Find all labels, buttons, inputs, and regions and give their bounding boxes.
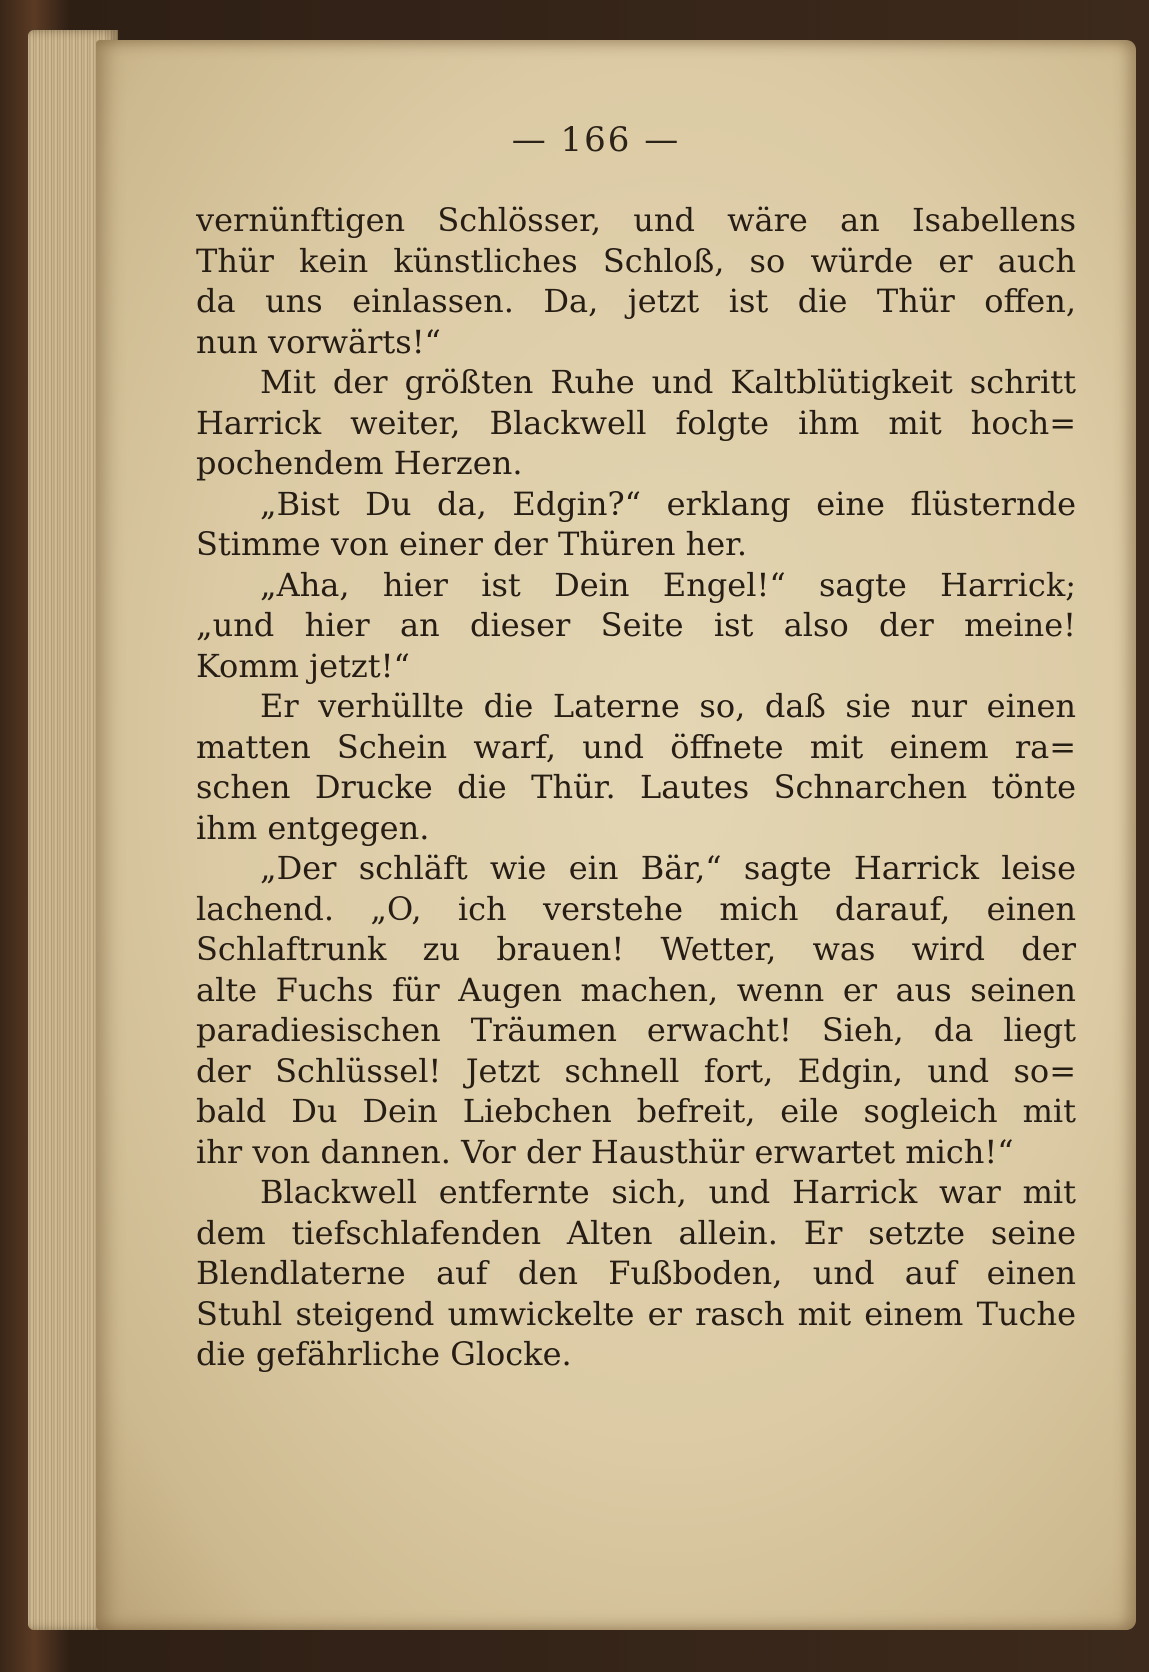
text-line: nun vorwärts!“ (196, 322, 441, 361)
text-line: die gefährliche Glocke. (196, 1335, 572, 1373)
page-number-header: — 166 — (511, 120, 681, 160)
text-line: matten Schein warf, und öffnete mit einem ra= (196, 727, 1076, 766)
text-line: schen Drucke die Thür. Lautes Schnarchen tönte (196, 768, 1076, 806)
text-line: „Aha, hier ist Dein Engel!“ sagte Harrick; (260, 565, 1076, 604)
text-line: dem tiefschlafenden Alten allein. Er setzte seine (196, 1213, 1076, 1252)
text-line: ihm entgegen. (196, 808, 430, 847)
text-line: Komm jetzt!“ (196, 646, 410, 685)
text-line: „und hier an dieser Seite ist also der meine! (196, 606, 1076, 644)
text-line: Stuhl steigend umwickelte er rasch mit einem Tuche (196, 1294, 1076, 1333)
text-line: der Schlüssel! Jetzt schnell fort, Edgin, und so= (196, 1051, 1076, 1090)
text-line: bald Du Dein Liebchen befreit, eile sogleich mit (196, 1092, 1076, 1130)
text-line: ihr von dannen. Vor der Hausthür erwartet mich!“ (196, 1132, 1014, 1171)
text-line: Harrick weiter, Blackwell folgte ihm mit hoch= (196, 403, 1076, 442)
text-line: „Der schläft wie ein Bär,“ sagte Harrick leise (260, 849, 1076, 887)
text-line: vernünftigen Schlösser, und wäre an Isabellens (196, 201, 1076, 239)
text-line: Stimme von einer der Thüren her. (196, 525, 748, 563)
text-line: alte Fuchs für Augen machen, wenn er aus seinen (196, 970, 1076, 1009)
text-line: Mit der größten Ruhe und Kaltblütigkeit schritt (260, 363, 1076, 401)
text-line: Blackwell entfernte sich, und Harrick war mit (260, 1173, 1076, 1211)
body-text (196, 200, 1076, 1375)
text-line: pochendem Herzen. (196, 444, 523, 482)
text-line: lachend. „O, ich verstehe mich darauf, einen (196, 889, 1076, 928)
text-line: paradiesischen Träumen erwacht! Sieh, da liegt (196, 1011, 1076, 1049)
book-page (96, 40, 1136, 1630)
text-line: „Bist Du da, Edgin?“ erklang eine flüsternde (260, 484, 1076, 523)
text-line: da uns einlassen. Da, jetzt ist die Thür offen, (196, 282, 1076, 320)
text-line: Blendlaterne auf den Fußboden, und auf einen (196, 1254, 1076, 1292)
text-line: Schlaftrunk zu brauen! Wetter, was wird der (196, 930, 1076, 968)
text-line: Thür kein künstliches Schloß, so würde er auch (196, 241, 1076, 280)
text-line: Er verhüllte die Laterne so, daß sie nur einen (260, 687, 1076, 725)
